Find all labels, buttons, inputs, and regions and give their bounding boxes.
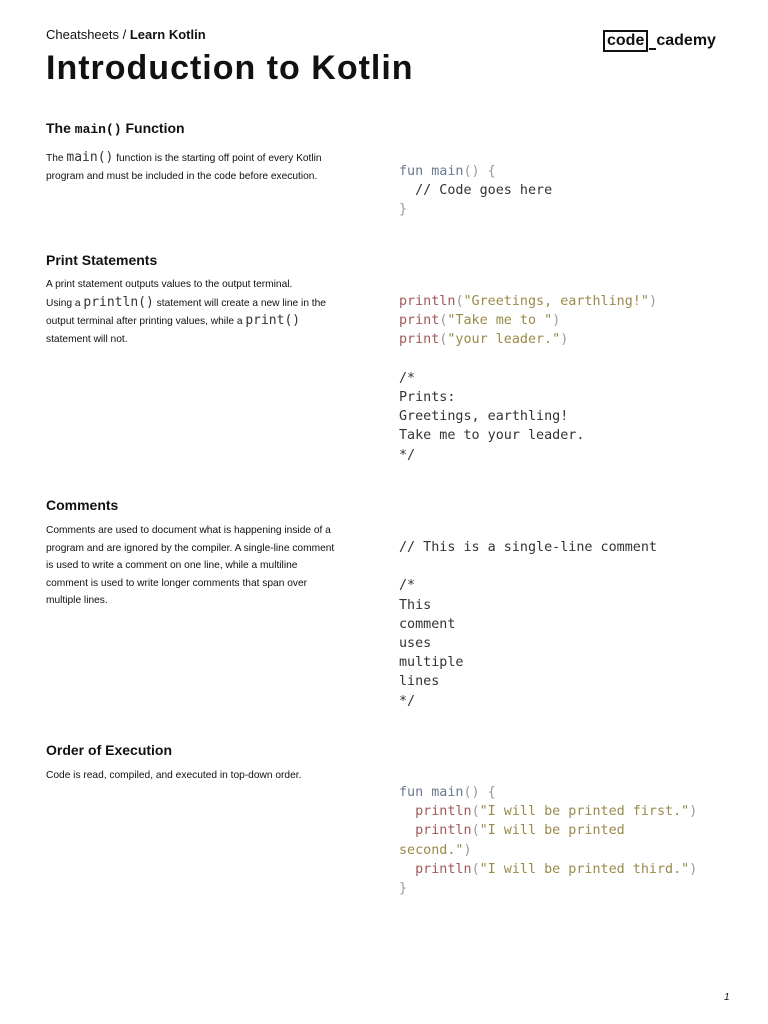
section-description-order-of-execution: Code is read, compiled, and executed in top-down order. [46,770,302,781]
code-block-main-function [399,162,552,220]
code-paren: ) [560,332,569,348]
code-string: "I will be printed first." [479,804,690,820]
code-paren: ( [439,313,448,329]
code-comment: /* This comment uses multiple lines */ [399,578,464,709]
code-paren: ) [552,313,561,329]
logo-cursor-icon [649,48,656,50]
desc-text: A print statement outputs values to the output terminal. [46,279,293,290]
code-comment: /* Prints: Greetings, earthling! Take me to your leader. */ [399,370,585,463]
code-paren: } [399,881,408,897]
code-paren: ) [689,861,698,877]
code-paren: ( [439,332,448,348]
code-paren: () { [463,164,496,179]
code-string: "Greetings, earthling!" [463,294,649,309]
code-function: println [399,294,456,309]
section-title-comments: Comments [46,497,119,513]
code-paren: () { [463,785,496,800]
section-title-main-function [46,120,185,137]
code-string: "Take me to " [447,313,553,329]
code-function: println [399,804,472,820]
code-comment: // This is a single-line comment [399,540,657,555]
page-number: 1 [724,992,730,1003]
logo-boxed-text: code [603,30,648,52]
desc-paragraph [46,294,336,349]
logo-text: cademy [656,31,716,49]
section-title-order-of-execution: Order of Execution [46,742,173,758]
code-paren: } [399,202,408,218]
section-title-print-statements: Print Statements [46,252,158,268]
code-function: println [399,823,472,839]
code-paren: ) [463,842,472,858]
desc-text: function is the starting off point of every Kotlin program and must be included in the code before execution. [46,153,322,182]
inline-code: print() [245,313,301,328]
code-string: "I will be printed third." [479,861,690,877]
code-string: "your leader." [447,332,561,348]
desc-text: The [46,153,67,164]
code-function: print [399,313,440,329]
desc-text: statement will not. [46,333,128,345]
code-function: print [399,332,440,348]
code-keyword: fun main [399,164,464,179]
section-description-comments: Comments are used to document what is happening inside of a program and are ignored by the compiler. A single-line comment is used to write a comment on one line, while a multiline comment is used to write longer comments that span over multiple lines. [46,525,335,606]
code-string: "I will be printed second." [399,823,625,858]
code-block-comments [399,538,657,711]
breadcrumb-current[interactable]: Learn Kotlin [129,27,206,42]
breadcrumb-parent-link[interactable]: Cheatsheets [46,27,119,42]
desc-text: Using a [46,297,84,309]
inline-code: println() [83,294,154,310]
code-block-print-statements [399,292,657,465]
code-function: println [399,861,472,877]
code-comment: // Code goes here [399,183,553,199]
breadcrumb-separator: / [119,27,130,42]
code-keyword: fun main [399,785,464,800]
code-paren: ( [471,861,480,877]
title-code: main() [74,122,122,137]
code-paren: ( [471,804,480,820]
code-paren: ( [471,823,480,839]
breadcrumb [46,27,206,42]
code-block-order-of-execution [399,783,697,898]
inline-code: main() [66,150,114,165]
desc-text: statement will create a new line in the output terminal after printing values, while a [46,297,326,327]
code-paren: ) [689,804,698,820]
section-description-print-statements [46,276,336,348]
title-text: Function [121,120,185,136]
code-paren: ( [455,294,464,309]
title-text: The [46,120,75,136]
section-description-main-function [46,149,336,185]
page-title: Introduction to Kotlin [46,49,414,87]
code-paren: ) [648,294,657,309]
codecademy-logo[interactable] [603,29,716,52]
